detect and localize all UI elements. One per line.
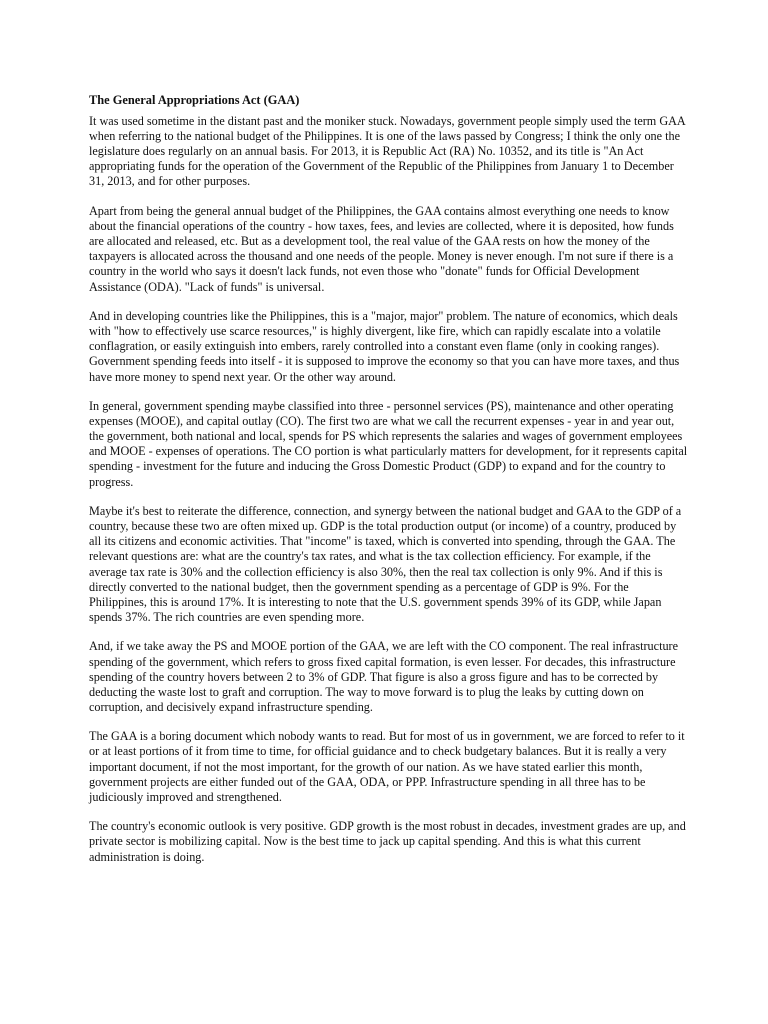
paragraph-7: The GAA is a boring document which nobody wants to read. But for most of us in government, we are forced to refer to it or at least portions of it from time to time, for official guidance and to check budgetary balances. But it is really a very important document, if not the most important, for the growth of our nation. As we have stated earlier this month, government projects are either funded out of the GAA, ODA, or PPP. Infrastructure spending in all three has to be judiciously improved and strengthened. <box>89 729 685 804</box>
document-title: The General Appropriations Act (GAA) <box>89 93 300 107</box>
paragraph-8: The country's economic outlook is very positive. GDP growth is the most robust in decades, investment grades are up, and private sector is mobilizing capital. Now is the best time to jack up capital spending. And this is what this current administration is doing. <box>89 819 686 864</box>
document-page <box>89 93 689 879</box>
paragraph-2: Apart from being the general annual budget of the Philippines, the GAA contains almost everything one needs to know about the financial operations of the country - how taxes, fees, and levies are collected, where it is deposited, how funds are allocated and released, etc. But as a development tool, the real value of the GAA rests on how the money of the taxpayers is allocated across the thousand and one needs of the people. Money is never enough. I'm not sure if there is a country in the world who says it doesn't lack funds, not even those who "donate" funds for Official Development Assistance (ODA). "Lack of funds" is universal. <box>89 204 674 294</box>
paragraph-5: Maybe it's best to reiterate the difference, connection, and synergy between the national budget and GAA to the GDP of a country, because these two are often mixed up. GDP is the total production output (or income) of a country, produced by all its citizens and economic activities. That "income" is taxed, which is converted into spending, through the GAA. The relevant questions are: what are the country's tax rates, and what is the tax collection efficiency. For example, if the average tax rate is 30% and the collection efficiency is also 30%, then the real tax collection is only 9%. And if this is directly converted to the national budget, then the government spending as a percentage of GDP is 9%. For the Philippines, this is around 17%. It is interesting to note that the U.S. government spends 39% of its GDP, while Japan spends 37%. The rich countries are even spending more. <box>89 504 682 624</box>
paragraph-1: It was used sometime in the distant past and the moniker stuck. Nowadays, government people simply used the term GAA when referring to the national budget of the Philippines. It is one of the laws passed by Congress; I think the only one the legislature does regularly on an annual basis. For 2013, it is Republic Act (RA) No. 10352, and its title is "An Act appropriating funds for the operation of the Government of the Republic of the Philippines from January 1 to December 31, 2013, and for other purposes. <box>89 114 686 189</box>
paragraph-6: And, if we take away the PS and MOOE portion of the GAA, we are left with the CO component. The real infrastructure spending of the government, which refers to gross fixed capital formation, is even lesser. For decades, this infrastructure spending of the country hovers between 2 to 3% of GDP. That figure is also a gross figure and has to be corrected by deducting the waste lost to graft and corruption. The way to move forward is to plug the leaks by cutting down on corruption, and decisively expand infrastructure spending. <box>89 639 679 714</box>
paragraph-4: In general, government spending maybe classified into three - personnel services (PS), maintenance and other operating expenses (MOOE), and capital outlay (CO). The first two are what we call the recurrent expenses - year in and year out, the government, both national and local, spends for PS which represents the salaries and wages of government employees and MOOE - expenses of operations. The CO portion is what particularly matters for development, for it represents capital spending - investment for the future and inducing the Gross Domestic Product (GDP) to expand and for the country to progress. <box>89 399 688 489</box>
paragraph-3: And in developing countries like the Philippines, this is a "major, major" problem. The nature of economics, which deals with "how to effectively use scarce resources," is highly divergent, like fire, which can rapidly escalate into a volatile conflagration, or easily extinguish into embers, rarely controlled into a constant even flame (only in cooking ranges). Government spending feeds into itself - it is supposed to improve the economy so that you can have more taxes, and thus have more money to spend next year. Or the other way around. <box>89 309 680 384</box>
